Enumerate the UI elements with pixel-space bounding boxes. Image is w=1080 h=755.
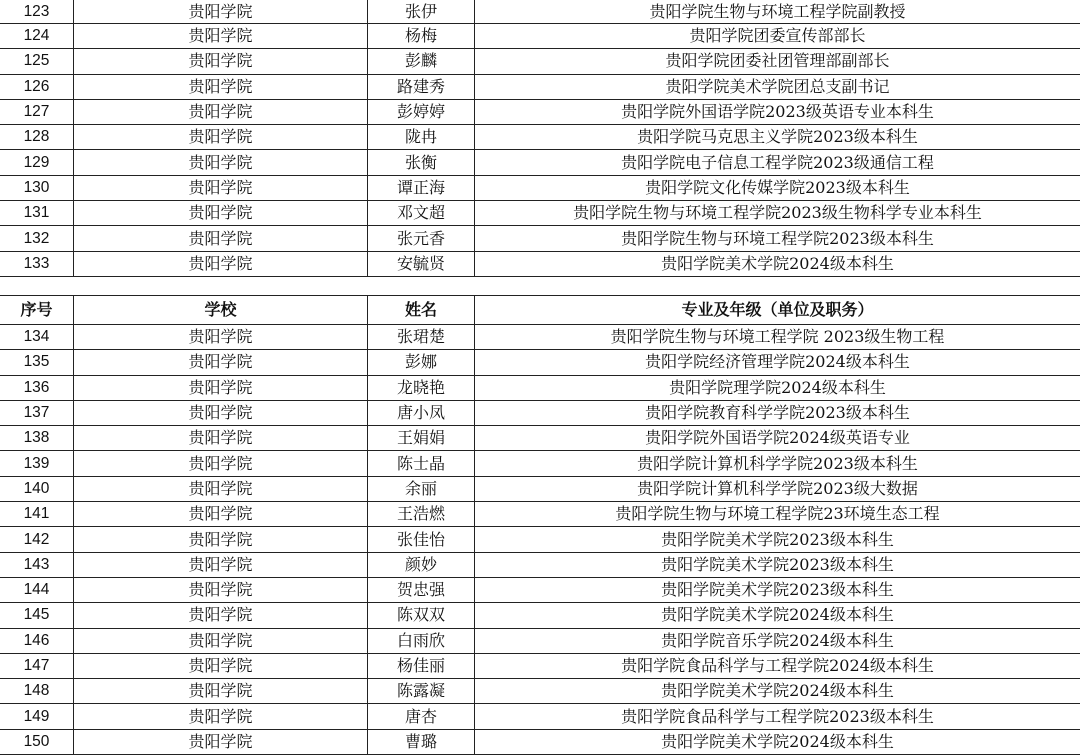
table-row — [0, 375, 1080, 400]
table-row — [0, 628, 1080, 653]
cell-name: 张衡 — [368, 150, 475, 175]
cell-school: 贵阳学院 — [74, 0, 368, 24]
cell-no: 133 — [0, 251, 74, 276]
cell-major: 贵阳学院生物与环境工程学院2023级本科生 — [475, 226, 1080, 251]
cell-major: 贵阳学院美术学院2024级本科生 — [475, 729, 1080, 754]
cell-name: 颜妙 — [368, 552, 475, 577]
cell-major: 贵阳学院生物与环境工程学院 2023级生物工程 — [475, 325, 1080, 350]
cell-school: 贵阳学院 — [74, 729, 368, 754]
cell-name: 邓文超 — [368, 201, 475, 226]
table-row — [0, 49, 1080, 74]
cell-no: 150 — [0, 729, 74, 754]
table-row — [0, 99, 1080, 124]
cell-name: 安毓贤 — [368, 251, 475, 276]
table-row — [0, 653, 1080, 678]
cell-name: 白雨欣 — [368, 628, 475, 653]
cell-name: 龙晓艳 — [368, 375, 475, 400]
cell-no: 136 — [0, 375, 74, 400]
cell-no: 143 — [0, 552, 74, 577]
cell-no: 140 — [0, 476, 74, 501]
cell-school: 贵阳学院 — [74, 552, 368, 577]
cell-name: 唐小凤 — [368, 400, 475, 425]
cell-name: 彭娜 — [368, 350, 475, 375]
table-row — [0, 476, 1080, 501]
cell-school: 贵阳学院 — [74, 426, 368, 451]
table-row — [0, 150, 1080, 175]
cell-school: 贵阳学院 — [74, 226, 368, 251]
cell-name: 王浩燃 — [368, 502, 475, 527]
cell-major: 贵阳学院理学院2024级本科生 — [475, 375, 1080, 400]
cell-name: 彭麟 — [368, 49, 475, 74]
cell-major: 贵阳学院教育科学学院2023级本科生 — [475, 400, 1080, 425]
roster-table-top — [0, 0, 1080, 277]
cell-no: 130 — [0, 175, 74, 200]
table-row — [0, 704, 1080, 729]
cell-no: 135 — [0, 350, 74, 375]
header-school: 学校 — [74, 296, 368, 325]
cell-major: 贵阳学院生物与环境工程学院23环境生态工程 — [475, 502, 1080, 527]
table-row — [0, 350, 1080, 375]
table-row — [0, 451, 1080, 476]
table-row — [0, 577, 1080, 602]
cell-school: 贵阳学院 — [74, 476, 368, 501]
table-row — [0, 502, 1080, 527]
cell-no: 131 — [0, 201, 74, 226]
table-row — [0, 400, 1080, 425]
cell-no: 129 — [0, 150, 74, 175]
cell-no: 146 — [0, 628, 74, 653]
cell-school: 贵阳学院 — [74, 125, 368, 150]
cell-school: 贵阳学院 — [74, 49, 368, 74]
cell-name: 贺忠强 — [368, 577, 475, 602]
cell-school: 贵阳学院 — [74, 628, 368, 653]
cell-no: 148 — [0, 679, 74, 704]
cell-name: 张伊 — [368, 0, 475, 24]
cell-major: 贵阳学院美术学院2024级本科生 — [475, 251, 1080, 276]
cell-major: 贵阳学院生物与环境工程学院2023级生物科学专业本科生 — [475, 201, 1080, 226]
cell-major: 贵阳学院团委宣传部部长 — [475, 24, 1080, 49]
cell-name: 彭婷婷 — [368, 99, 475, 124]
cell-major: 贵阳学院电子信息工程学院2023级通信工程 — [475, 150, 1080, 175]
cell-no: 139 — [0, 451, 74, 476]
header-name: 姓名 — [368, 296, 475, 325]
cell-name: 陈露凝 — [368, 679, 475, 704]
cell-no: 138 — [0, 426, 74, 451]
table-row — [0, 552, 1080, 577]
cell-major: 贵阳学院美术学院2023级本科生 — [475, 577, 1080, 602]
cell-major: 贵阳学院经济管理学院2024级本科生 — [475, 350, 1080, 375]
cell-name: 张珺楚 — [368, 325, 475, 350]
roster-table-bottom-body — [0, 325, 1080, 755]
cell-name: 王娟娟 — [368, 426, 475, 451]
cell-no: 124 — [0, 24, 74, 49]
cell-no: 147 — [0, 653, 74, 678]
cell-name: 路建秀 — [368, 74, 475, 99]
cell-major: 贵阳学院外国语学院2023级英语专业本科生 — [475, 99, 1080, 124]
roster-table-top-section — [0, 0, 1080, 277]
cell-school: 贵阳学院 — [74, 24, 368, 49]
cell-major: 贵阳学院美术学院2023级本科生 — [475, 552, 1080, 577]
table-row — [0, 325, 1080, 350]
table-row — [0, 226, 1080, 251]
cell-school: 贵阳学院 — [74, 201, 368, 226]
cell-school: 贵阳学院 — [74, 175, 368, 200]
header-major: 专业及年级（单位及职务） — [475, 296, 1080, 325]
cell-name: 张佳怡 — [368, 527, 475, 552]
cell-school: 贵阳学院 — [74, 325, 368, 350]
cell-name: 陈士晶 — [368, 451, 475, 476]
table-row — [0, 679, 1080, 704]
cell-name: 陈双双 — [368, 603, 475, 628]
table-row — [0, 201, 1080, 226]
cell-name: 唐杏 — [368, 704, 475, 729]
cell-no: 145 — [0, 603, 74, 628]
cell-major: 贵阳学院马克思主义学院2023级本科生 — [475, 125, 1080, 150]
cell-school: 贵阳学院 — [74, 375, 368, 400]
cell-no: 128 — [0, 125, 74, 150]
table-row — [0, 175, 1080, 200]
cell-school: 贵阳学院 — [74, 99, 368, 124]
cell-school: 贵阳学院 — [74, 400, 368, 425]
cell-major: 贵阳学院计算机科学学院2023级大数据 — [475, 476, 1080, 501]
cell-major: 贵阳学院文化传媒学院2023级本科生 — [475, 175, 1080, 200]
table-row — [0, 527, 1080, 552]
cell-name: 杨梅 — [368, 24, 475, 49]
roster-table-top-body — [0, 0, 1080, 276]
cell-no: 149 — [0, 704, 74, 729]
cell-major: 贵阳学院美术学院2024级本科生 — [475, 603, 1080, 628]
table-row — [0, 74, 1080, 99]
cell-major: 贵阳学院美术学院2023级本科生 — [475, 527, 1080, 552]
cell-school: 贵阳学院 — [74, 577, 368, 602]
cell-name: 曹璐 — [368, 729, 475, 754]
cell-school: 贵阳学院 — [74, 74, 368, 99]
cell-school: 贵阳学院 — [74, 603, 368, 628]
cell-name: 余丽 — [368, 476, 475, 501]
cell-school: 贵阳学院 — [74, 527, 368, 552]
cell-school: 贵阳学院 — [74, 350, 368, 375]
cell-no: 123 — [0, 0, 74, 24]
cell-major: 贵阳学院外国语学院2024级英语专业 — [475, 426, 1080, 451]
cell-major: 贵阳学院食品科学与工程学院2023级本科生 — [475, 704, 1080, 729]
table-row — [0, 24, 1080, 49]
table-row — [0, 603, 1080, 628]
table-header — [0, 296, 1080, 325]
table-row — [0, 729, 1080, 754]
header-no: 序号 — [0, 296, 74, 325]
cell-no: 142 — [0, 527, 74, 552]
cell-school: 贵阳学院 — [74, 150, 368, 175]
cell-school: 贵阳学院 — [74, 502, 368, 527]
cell-name: 杨佳丽 — [368, 653, 475, 678]
cell-major: 贵阳学院食品科学与工程学院2024级本科生 — [475, 653, 1080, 678]
cell-no: 126 — [0, 74, 74, 99]
table-row — [0, 0, 1080, 24]
cell-school: 贵阳学院 — [74, 704, 368, 729]
table-row — [0, 426, 1080, 451]
cell-name: 张元香 — [368, 226, 475, 251]
cell-major: 贵阳学院计算机科学学院2023级本科生 — [475, 451, 1080, 476]
table-row — [0, 125, 1080, 150]
cell-school: 贵阳学院 — [74, 679, 368, 704]
cell-no: 134 — [0, 325, 74, 350]
cell-no: 144 — [0, 577, 74, 602]
cell-no: 137 — [0, 400, 74, 425]
cell-major: 贵阳学院美术学院团总支副书记 — [475, 74, 1080, 99]
cell-name: 陇冉 — [368, 125, 475, 150]
cell-school: 贵阳学院 — [74, 451, 368, 476]
cell-no: 141 — [0, 502, 74, 527]
table-row — [0, 251, 1080, 276]
cell-major: 贵阳学院生物与环境工程学院副教授 — [475, 0, 1080, 24]
cell-major: 贵阳学院音乐学院2024级本科生 — [475, 628, 1080, 653]
cell-major: 贵阳学院美术学院2024级本科生 — [475, 679, 1080, 704]
cell-no: 125 — [0, 49, 74, 74]
cell-major: 贵阳学院团委社团管理部副部长 — [475, 49, 1080, 74]
header-row — [0, 296, 1080, 325]
cell-school: 贵阳学院 — [74, 653, 368, 678]
cell-no: 132 — [0, 226, 74, 251]
cell-school: 贵阳学院 — [74, 251, 368, 276]
roster-table-bottom — [0, 295, 1080, 755]
cell-name: 谭正海 — [368, 175, 475, 200]
cell-no: 127 — [0, 99, 74, 124]
roster-table-bottom-section — [0, 295, 1080, 755]
